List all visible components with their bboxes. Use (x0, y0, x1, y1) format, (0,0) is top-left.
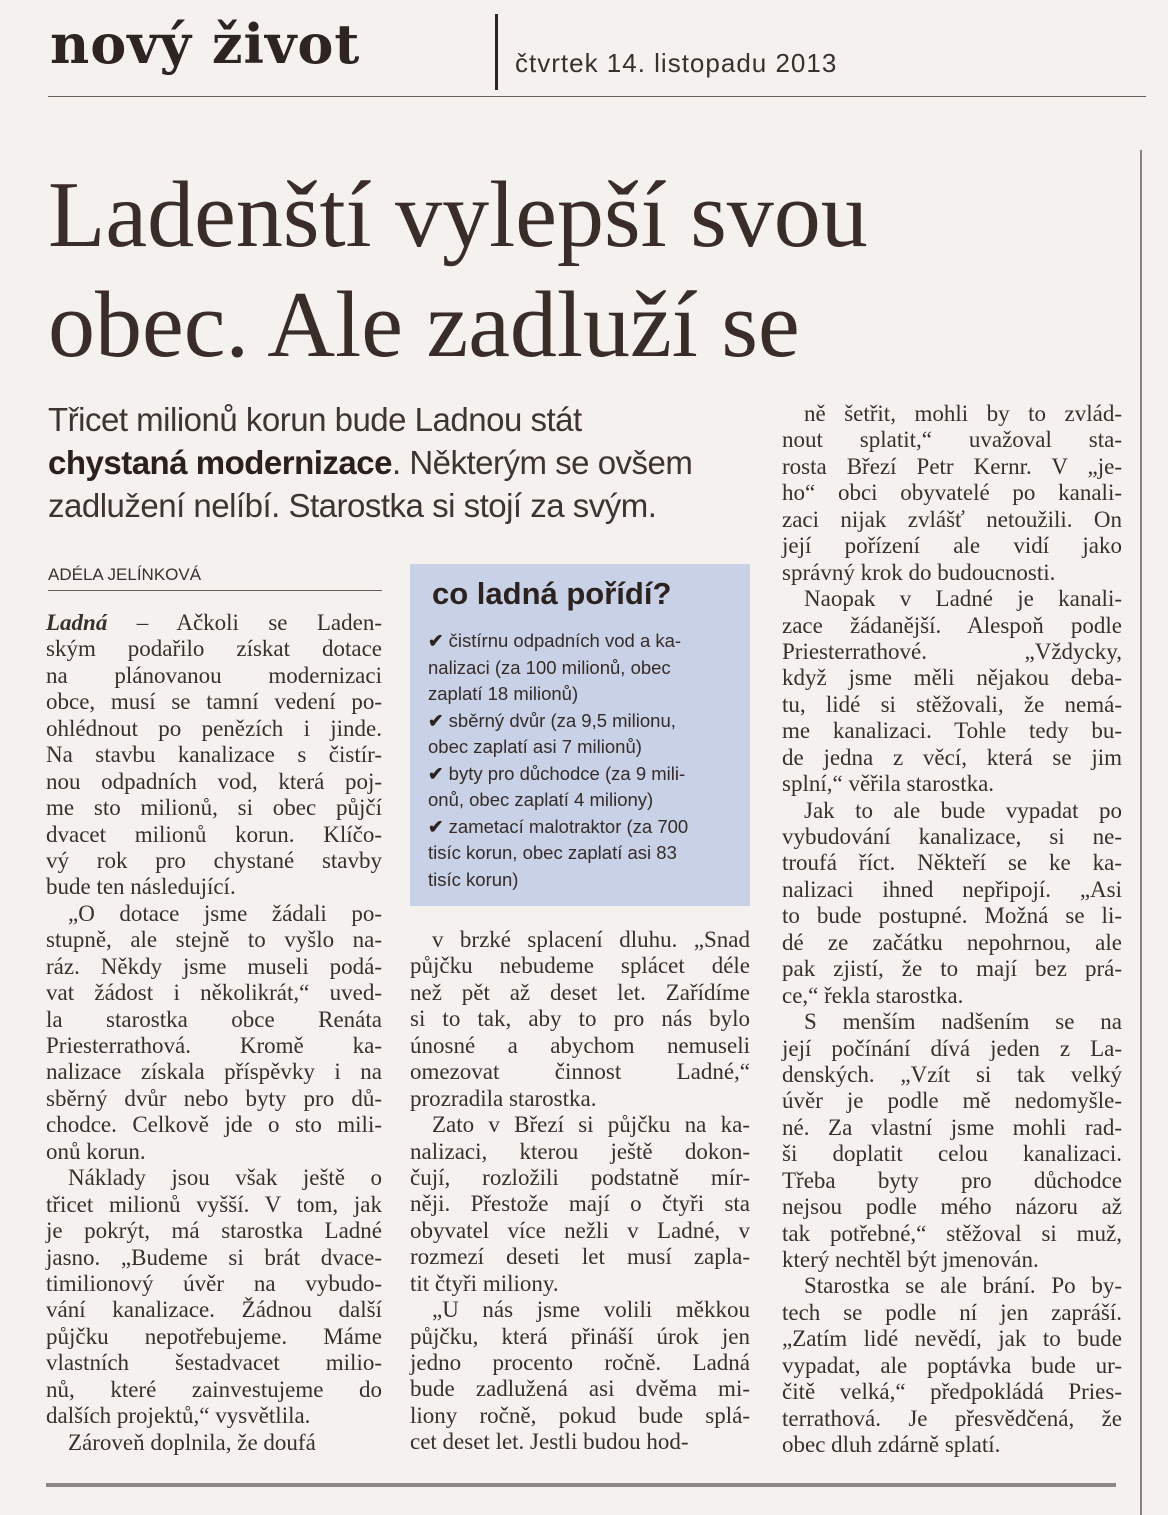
deck-bold: chystaná modernizace (48, 444, 392, 481)
article-line: Zato v Březí si půjčku na ka- (432, 1112, 750, 1138)
article-line: na plánovanou modernizaci (46, 662, 382, 688)
article-line: sběrný dvůr nebo byty pro dů- (46, 1085, 382, 1111)
article-line: Starostka se ale brání. Po by- (804, 1273, 1122, 1299)
newspaper-masthead: nový život (50, 12, 361, 76)
article-line: půjčku, která přináší úrok jen (410, 1323, 750, 1349)
article-line: její počínání dívá jeden z La- (782, 1035, 1122, 1061)
article-line: bude zadlužená asi dvěma mi- (410, 1376, 750, 1402)
article-column-1 (46, 610, 382, 1456)
sidebar-item-text: byty pro důchodce (za 9 mili- (448, 762, 686, 784)
article-line: pak zjistí, že to mají bez prá- (782, 956, 1122, 982)
article-line: nou odpadních vod, která poj- (46, 768, 382, 794)
check-icon: ✔ (428, 709, 449, 731)
article-line: nalizaci, kterou ještě dokon- (410, 1138, 750, 1164)
article-line: splní,“ věřila starostka. (782, 771, 995, 797)
article-line: obce, musí se tamní vedení po- (46, 689, 382, 715)
article-line: nout splatit,“ uvažoval sta- (782, 427, 1122, 453)
article-line: me sto milionů, si obec půjčí (46, 795, 382, 821)
sidebar-box-title: co ladná pořídí? (432, 576, 672, 611)
article-line: jasno. „Budeme si brát dvace- (46, 1244, 382, 1270)
sidebar-item-line: tisíc korun, obec zaplatí asi 83 (428, 842, 677, 863)
article-line: čují, rozložili podstatně mír- (410, 1164, 750, 1190)
article-line: Zároveň doplnila, že doufá (68, 1429, 316, 1455)
article-line: vypadat, ale poptávka bude ur- (782, 1352, 1122, 1378)
sidebar-box-item (428, 628, 738, 708)
article-line: „O dotace jsme žádali po- (68, 900, 382, 926)
article-line: ce,“ řekla starostka. (782, 982, 964, 1008)
sidebar-item-line (428, 628, 738, 655)
article-line: vybudování kanalizace, si ne- (782, 824, 1122, 849)
article-line: správný krok do budoucnosti. (782, 559, 1056, 585)
article-line: troufá říct. Někteří se ke ka- (782, 850, 1122, 876)
article-line: nů, které zainvestujeme do (46, 1376, 382, 1402)
sidebar-item-line (428, 761, 738, 788)
article-line: rozmezí deseti let musí zapla- (410, 1244, 750, 1270)
article-line: vlastních šestadvacet milio- (46, 1350, 382, 1376)
sidebar-item-line: zaplatí 18 milionů) (428, 683, 579, 704)
sidebar-item-line: onů, obec zaplatí 4 miliony) (428, 789, 654, 810)
article-line: tech se podle ní jen zapráší. (782, 1299, 1122, 1325)
article-line: vání kanalizace. Žádnou další (46, 1297, 382, 1323)
article-line: Naopak v Ladné je kanali- (804, 586, 1122, 612)
article-line: ohlédnout po penězích i jinde. (46, 715, 382, 741)
article-line: jedno procento ročně. Ladná (410, 1350, 750, 1375)
article-line: zaci nijak zvlášť netoužili. On (782, 506, 1122, 532)
article-line: Priesterrathové. „Vždycky, (782, 638, 1122, 664)
byline-rule (48, 590, 382, 591)
article-line: denských. „Vzít si tak velký (782, 1061, 1122, 1087)
sidebar-item-text: sběrný dvůr (za 9,5 milionu, (448, 709, 676, 731)
article-line: vat žádost i několikrát,“ uved- (46, 980, 382, 1006)
headline-line: Ladenští vylepší svou (48, 163, 868, 267)
article-line: třicet milionů vyšší. V tom, jak (46, 1191, 382, 1217)
dateline: Ladná (46, 610, 108, 635)
check-icon: ✔ (428, 815, 449, 837)
article-column-2 (410, 927, 750, 1456)
sidebar-item-text: zametací malotraktor (za 700 (448, 815, 689, 837)
article-line: Priesterrathová. Kromě ka- (46, 1033, 382, 1058)
article-line: v brzké splacení dluhu. „Snad (432, 927, 750, 952)
sidebar-item-line: tisíc korun) (428, 868, 519, 890)
header-rule (48, 96, 1146, 97)
article-line: Třeba byty pro důchodce (782, 1167, 1122, 1193)
check-icon: ✔ (428, 630, 449, 651)
article-line: rosta Březí Petr Kernr. V „je- (782, 453, 1122, 479)
article-line: omezovat činnost Ladné,“ (410, 1059, 750, 1085)
article-line: zace žádanější. Alespoň podle (782, 612, 1122, 638)
article-line: Náklady jsou však ještě o (68, 1165, 382, 1191)
sidebar-item-line (428, 708, 738, 735)
article-line: dalších projektů,“ vysvětlila. (46, 1403, 311, 1429)
article-line-text: – Ačkoli se Laden- (136, 610, 382, 635)
article-line: si to tak, aby to pro nás bylo (410, 1006, 750, 1032)
issue-date: čtvrtek 14. listopadu 2013 (515, 48, 838, 78)
sidebar-box-item (428, 761, 738, 814)
article-line: onů korun. (46, 1138, 146, 1164)
article-line: úvěr je podle mě nedomyšle- (782, 1088, 1122, 1114)
article-line: vý rok pro chystané stavby (46, 847, 382, 873)
sidebar-item-line (428, 814, 738, 841)
article-line: de jedna z věcí, která se jim (782, 744, 1122, 770)
article-line: než pět až deset let. Zařídíme (410, 979, 750, 1005)
article-line: ským podařilo získat dotace (46, 636, 382, 662)
article-line: ráz. Někdy jsme museli podá- (46, 953, 382, 979)
check-icon: ✔ (428, 762, 449, 784)
article-line: to bude postupné. Možná se li- (782, 903, 1122, 929)
article-line: „U nás jsme volili měkkou (432, 1297, 750, 1323)
article-line: tit čtyři miliony. (410, 1270, 559, 1296)
column-edge-rule (1140, 150, 1142, 1515)
article-line: bude ten následující. (46, 874, 236, 900)
article-line: únosné a abychom nemuseli (410, 1032, 750, 1058)
article-line: nejsou podle mého názoru až (782, 1194, 1122, 1220)
author-byline: ADÉLA JELÍNKOVÁ (48, 565, 202, 584)
article-line: dvacet milionů korun. Klíčo- (46, 821, 382, 847)
article-line: její pořízení ale vidí jako (782, 533, 1122, 559)
article-line: Jak to ale bude vypadat po (804, 797, 1122, 823)
article-line: dé ze začátku nepohrnou, ale (782, 929, 1122, 955)
article-line: ši doplatit celou kanalizaci. (782, 1141, 1122, 1167)
article-line: tu, lidé si stěžovali, že nemá- (782, 691, 1122, 717)
article-line: prozradila starostka. (410, 1085, 597, 1111)
article-line: cet deset let. Jestli budou hod- (410, 1429, 689, 1455)
article-line: né. Za vlastní jsme mohli rad- (782, 1114, 1122, 1140)
article-deck (48, 398, 768, 527)
deck-text: . Některým se ovšem (391, 444, 693, 481)
article-line: když jsme měli nějakou deba- (782, 665, 1122, 691)
article-line: obyvatel více nežli v Ladné, v (410, 1217, 750, 1243)
sidebar-item-text: čistírnu odpadních vod a ka- (448, 630, 682, 651)
article-line: ně šetřit, mohli by to zvlád- (804, 401, 1122, 426)
masthead-divider (495, 14, 498, 90)
article-line: liony ročně, pokud bude splá- (410, 1402, 750, 1428)
article-line: půjčku nepotřebujeme. Máme (46, 1323, 382, 1349)
article-line: ho“ obci obyvatelé po kanali- (782, 480, 1122, 506)
article-line: stupně, ale stejně to vyšlo na- (46, 927, 382, 953)
footer-rule (46, 1483, 1116, 1487)
article-line: „Zatím lidé nevědí, jak to bude (782, 1326, 1122, 1352)
article-line: nalizaci ihned nepřipojí. „Asi (782, 876, 1122, 902)
article-line: tak potřebné,“ stěžoval si muž, (782, 1220, 1122, 1246)
headline-line: obec. Ale zadluží se (48, 273, 800, 377)
article-line: půjčku nebudeme splácet déle (410, 953, 750, 979)
article-line: S menším nadšením se na (804, 1009, 1122, 1035)
sidebar-box-list (428, 628, 738, 893)
deck-text: Třicet milionů korun bude Ladnou stát (48, 401, 582, 438)
article-line: nalizace získala příspěvky i na (46, 1059, 382, 1085)
article-line: chodce. Celkově jde o sto mili- (46, 1112, 382, 1138)
article-line: la starostka obce Renáta (46, 1006, 382, 1032)
deck-text: zadlužení nelíbí. Starostka si stojí za svým. (48, 487, 657, 524)
article-line: který nechtěl být jmenován. (782, 1247, 1039, 1272)
article-line: něji. Přestože mají o čtyři sta (410, 1191, 750, 1217)
article-line: Na stavbu kanalizace s čistír- (46, 742, 382, 768)
sidebar-item-line: obec zaplatí asi 7 milionů) (428, 736, 642, 757)
article-line: je pokrýt, má starostka Ladné (46, 1218, 382, 1244)
article-line: obec dluh zdárně splatí. (782, 1432, 1001, 1458)
sidebar-item-line: nalizaci (za 100 milionů, obec (428, 656, 671, 678)
article-line (46, 610, 382, 636)
sidebar-box-item (428, 814, 738, 894)
article-column-3 (782, 401, 1122, 1459)
sidebar-box-item (428, 708, 738, 761)
article-headline (48, 160, 868, 380)
article-line: terrathová. Je přesvědčená, že (782, 1405, 1122, 1431)
article-line: timilionový úvěr na vybudo- (46, 1270, 382, 1296)
article-line: čitě velká,“ předpokládá Pries- (782, 1379, 1122, 1405)
article-line: me kanalizaci. Tohle tedy bu- (782, 718, 1122, 744)
